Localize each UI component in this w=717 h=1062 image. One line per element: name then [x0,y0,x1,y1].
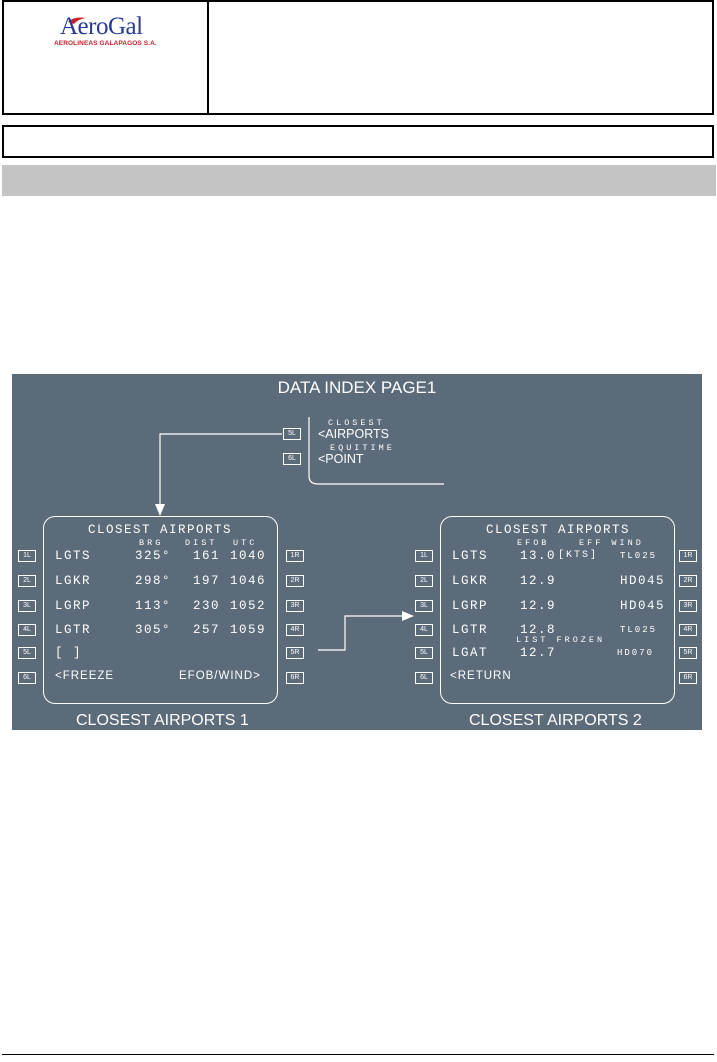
page2-key-5r[interactable]: 5R [679,647,697,659]
page2-key-5l[interactable]: 5L [415,647,433,659]
page2-row-wind: TL025 [620,551,658,561]
section-band [2,165,716,196]
page1-row-dist: 197 [193,574,221,588]
page2-key-4r[interactable]: 4R [679,624,697,636]
aerogal-logo [54,12,184,52]
equitime-small-label: EQUITIME [330,443,395,453]
closest-small-label: CLOSEST [328,418,385,428]
page1-row-icao: LGKR [55,574,92,588]
airports-menu-item[interactable]: <AIRPORTS [318,427,389,441]
page2-row-efob: 12.9 [520,599,557,613]
page1-row-utc: 1040 [230,549,267,563]
page1-key-6r[interactable]: 6R [286,672,304,684]
return-prompt[interactable]: <RETURN [450,670,512,682]
page1-row-brg: 298° [135,574,172,588]
page2-row-efob: 12.7 [520,646,557,660]
page1-key-2r[interactable]: 2R [286,575,304,587]
list-frozen-label: LIST FROZEN [516,635,606,645]
page2-row-wind: HD045 [620,574,666,588]
page2-row-wind: TL025 [620,625,658,635]
header-divider [207,2,209,113]
page1-key-4l[interactable]: 4L [18,624,36,636]
page2-row-wind: HD070 [617,648,655,658]
page1-col-dist: DIST [185,538,218,548]
page1-row-brg: 113° [135,599,172,613]
page2-key-4l[interactable]: 4L [415,624,433,636]
page1-key-1r[interactable]: 1R [286,550,304,562]
caption-closest-airports-2: CLOSEST AIRPORTS 2 [469,712,642,729]
page2-key-3r[interactable]: 3R [679,600,697,612]
document-subheader-box [2,125,714,158]
page1-col-utc: UTC [233,538,258,548]
page1-key-3l[interactable]: 3L [18,600,36,612]
page1-row-brg: 325° [135,549,172,563]
document-header-box [2,0,714,115]
logo-name: AeroGal [60,13,143,40]
page1-key-4r[interactable]: 4R [286,624,304,636]
page1-title: CLOSEST AIRPORTS [88,523,233,537]
page1-row-icao: LGTR [55,623,92,637]
page2-kts-field[interactable]: [KTS] [558,550,599,561]
page1-key-6l[interactable]: 6L [18,672,36,684]
page1-col-brg: BRG [139,538,164,548]
page1-row-dist: 230 [193,599,221,613]
efob-wind-prompt[interactable]: EFOB/WIND> [179,670,261,682]
page1-row-utc: 1059 [230,623,267,637]
page2-key-3l[interactable]: 3L [415,600,433,612]
page1-row-dist: 161 [193,549,221,563]
page1-row-dist: 257 [193,623,221,637]
point-menu-item[interactable]: <POINT [318,452,364,466]
page2-key-1r[interactable]: 1R [679,550,697,562]
key-5l[interactable]: 5L [283,428,301,440]
page2-row-efob: 13.0 [520,549,557,563]
caption-closest-airports-1: CLOSEST AIRPORTS 1 [76,712,249,729]
page1-entry-field[interactable]: [ ] [55,646,83,660]
page2-col-eff-wind: EFF WIND [579,538,644,548]
page2-key-2r[interactable]: 2R [679,575,697,587]
page1-row-icao: LGTS [55,549,92,563]
page1-row-utc: 1046 [230,574,267,588]
page1-key-3r[interactable]: 3R [286,600,304,612]
freeze-prompt[interactable]: <FREEZE [55,670,115,682]
fms-figure [12,374,702,730]
page2-row-wind: HD045 [620,599,666,613]
figure-title: DATA INDEX PAGE1 [277,378,437,397]
page2-row-icao: LGTS [452,549,489,563]
page1-row-icao: LGRP [55,599,92,613]
page2-row-efob: 12.8 [520,623,557,637]
page2-row-icao: LGKR [452,574,489,588]
page1-row-brg: 305° [135,623,172,637]
page1-row-utc: 1052 [230,599,267,613]
page2-row-icao: LGTR [452,623,489,637]
key-6l[interactable]: 6L [283,453,301,465]
page2-col-efob: EFOB [517,538,550,548]
page2-key-6l[interactable]: 6L [415,672,433,684]
page2-row-efob: 12.9 [520,574,557,588]
page2-key-1l[interactable]: 1L [415,550,433,562]
page2-row-icao: LGAT [452,646,489,660]
logo-subtitle: AEROLINEAS GALAPAGOS S.A. [54,40,157,47]
footer-rule [2,1054,714,1055]
page2-key-6r[interactable]: 6R [679,672,697,684]
page1-key-5l[interactable]: 5L [18,647,36,659]
page1-key-5r[interactable]: 5R [286,647,304,659]
page2-title: CLOSEST AIRPORTS [486,523,631,537]
page1-key-1l[interactable]: 1L [18,550,36,562]
page2-key-2l[interactable]: 2L [415,575,433,587]
page1-key-2l[interactable]: 2L [18,575,36,587]
page2-row-icao: LGRP [452,599,489,613]
